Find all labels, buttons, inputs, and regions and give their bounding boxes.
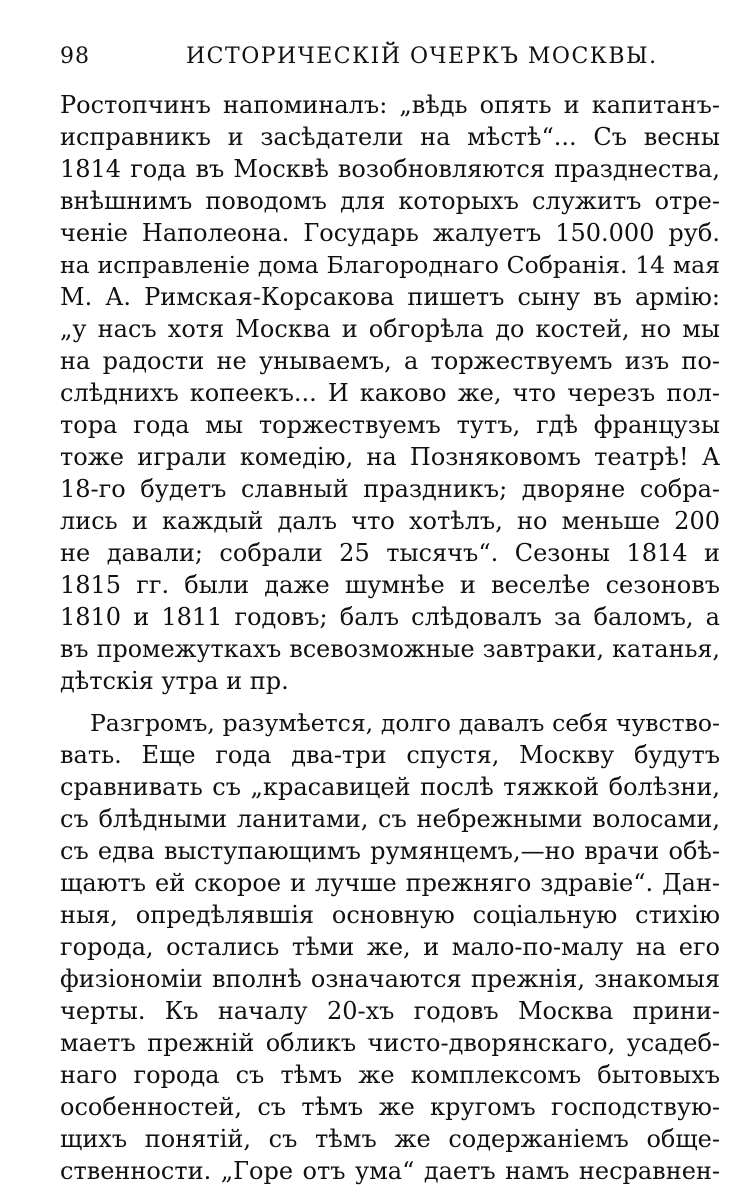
text-line: М. А. Римская-Корсакова пишетъ сыну въ армію:	[60, 283, 720, 311]
text-line: ныя, опредѣлявшія основную соціальную стихію	[60, 901, 720, 929]
text-line: исправникъ и засѣдатели на мѣстѣ“... Съ весны	[60, 123, 720, 151]
text-line: не давали; собрали 25 тысячъ“. Сезоны 1814 и	[60, 539, 720, 567]
text-line: лись и каждый далъ что хотѣлъ, но меньше 200	[60, 507, 720, 535]
text-line: слѣднихъ копеекъ... И каково же, что черезъ пол-	[60, 379, 720, 407]
text-line: съ блѣдными ланитами, съ небрежными волосами,	[60, 805, 720, 833]
text-line: 1810 и 1811 годовъ; балъ слѣдовалъ за баломъ, а	[60, 603, 720, 631]
text-line: сравнивать съ „красавицей послѣ тяжкой болѣзни,	[60, 773, 720, 801]
text-line: дѣтскія утра и пр.	[60, 667, 289, 695]
text-line: маетъ прежній обликъ чисто-дворянскаго, усадеб-	[60, 1029, 720, 1057]
text-line: ченіе Наполеона. Государь жалуетъ 150.000 руб.	[60, 219, 720, 247]
text-line: щихъ понятій, съ тѣмъ же содержаніемъ обще-	[60, 1125, 720, 1153]
text-line: вать. Еще года два-три спустя, Москву будутъ	[60, 741, 720, 769]
text-line: Разгромъ, разумѣется, долго давалъ себя чувство-	[90, 709, 720, 737]
text-line: черты. Къ началу 20-хъ годовъ Москва прини-	[60, 997, 720, 1025]
text-line: въ промежуткахъ всевозможные завтраки, катанья,	[60, 635, 720, 663]
text-line: съ едва выступающимъ румянцемъ,—но врачи обѣ-	[60, 837, 720, 865]
page-number: 98	[60, 44, 90, 69]
text-line: 18-го будетъ славный праздникъ; дворяне собра-	[60, 475, 720, 503]
text-line: 1814 года въ Москвѣ возобновляются празднества,	[60, 155, 720, 183]
paragraph-2	[60, 707, 720, 1187]
text-line: наго города съ тѣмъ же комплексомъ бытовыхъ	[60, 1061, 720, 1089]
text-line: физіономіи вполнѣ означаются прежнія, знакомыя	[60, 965, 720, 993]
text-line: тоже играли комедію, на Позняковомъ театрѣ! А	[60, 443, 720, 471]
body-text	[60, 89, 720, 1187]
text-line: на исправленіе дома Благороднаго Собранія. 14 мая	[60, 251, 720, 279]
text-line: особенностей, съ тѣмъ же кругомъ господствую-	[60, 1093, 720, 1121]
text-line: тора года мы торжествуемъ тутъ, гдѣ французы	[60, 411, 720, 439]
text-line: внѣшнимъ поводомъ для которыхъ служитъ отре-	[60, 187, 720, 215]
paragraph-gap	[60, 697, 720, 707]
text-line: Ростопчинъ напоминалъ: „вѣдь опять и капитанъ-	[60, 91, 720, 119]
running-title: ИСТОРИЧЕСКІЙ ОЧЕРКЪ МОСКВЫ.	[186, 44, 658, 69]
text-line: 1815 гг. были даже шумнѣе и веселѣе сезоновъ	[60, 571, 720, 599]
text-line: ственности. „Горе отъ ума“ даетъ намъ несравнен-	[60, 1157, 720, 1185]
text-line: города, остались тѣми же, и мало-по-малу на его	[60, 933, 720, 961]
page-header	[60, 44, 720, 78]
text-line: щаютъ ей скорое и лучше прежняго здравіе“. Дан-	[60, 869, 720, 897]
text-line: на радости не унываемъ, а торжествуемъ изъ по-	[60, 347, 720, 375]
text-line: „у насъ хотя Москва и обгорѣла до костей, но мы	[60, 315, 720, 343]
paragraph-1	[60, 89, 720, 697]
